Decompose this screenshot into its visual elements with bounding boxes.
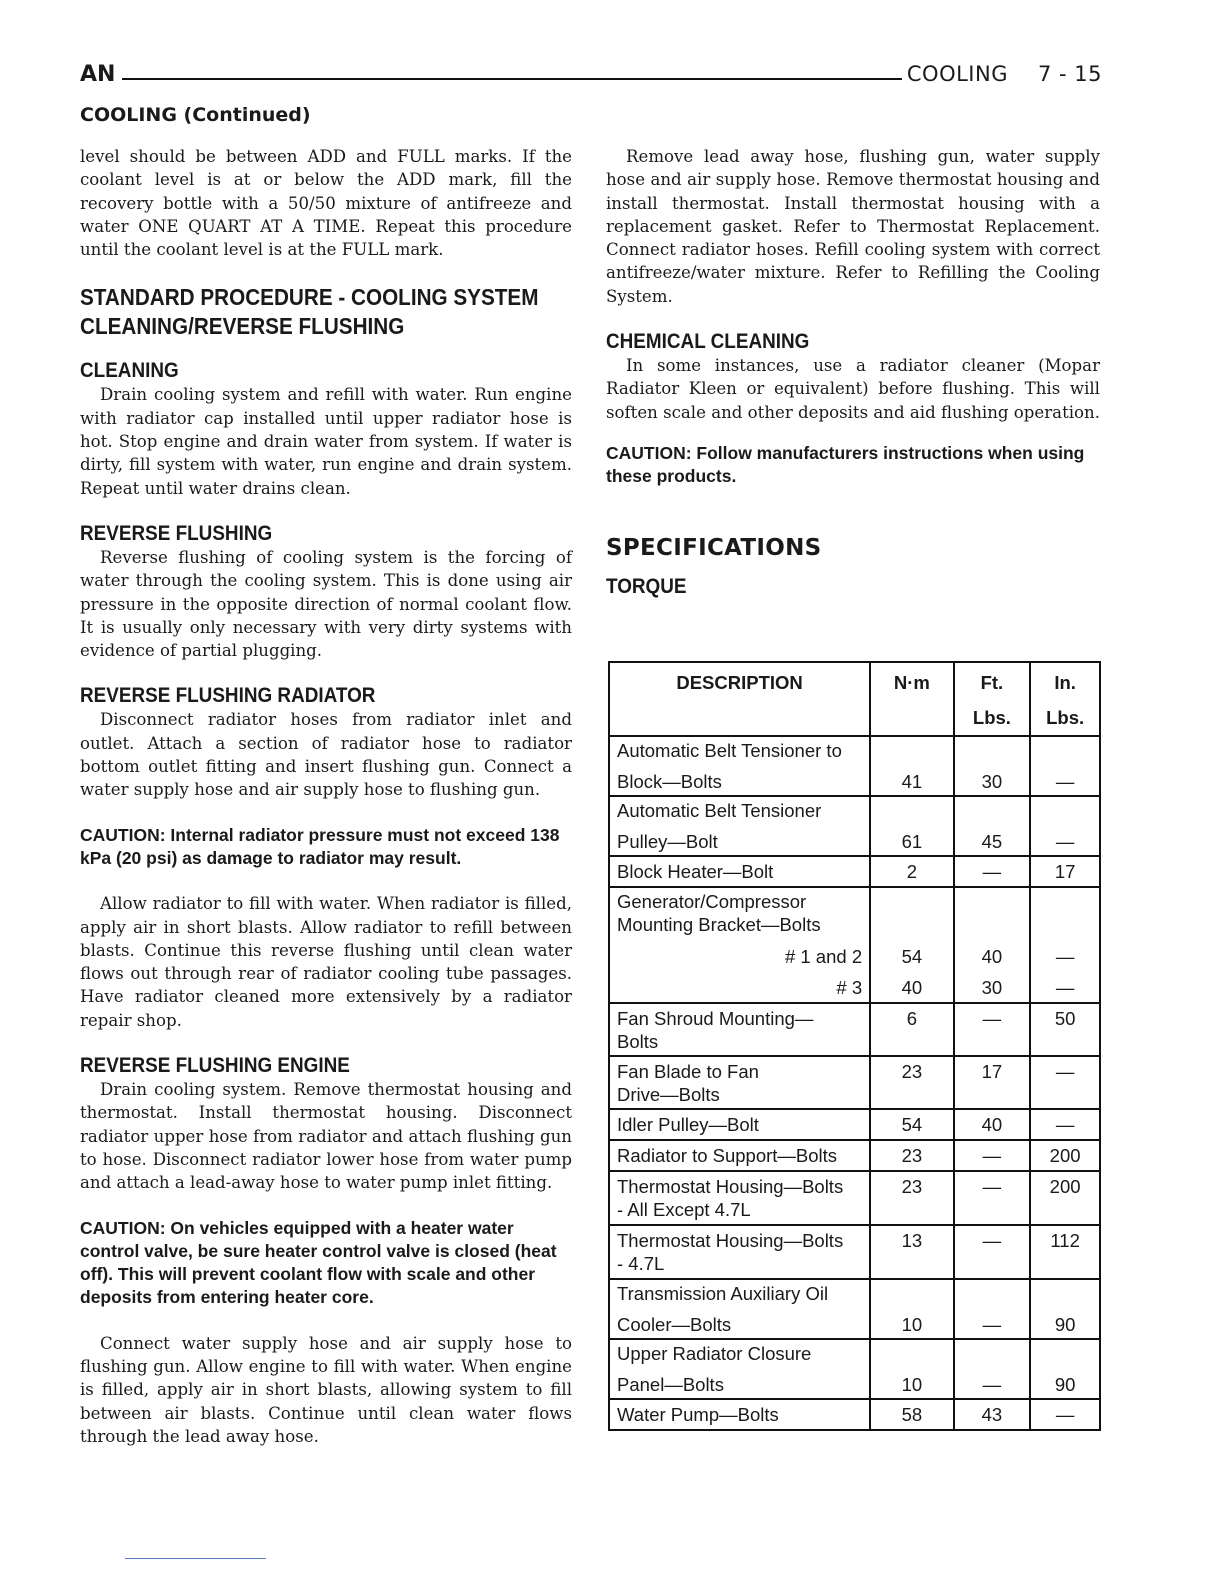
torque-title: TORQUE [606, 574, 687, 598]
table-row [609, 856, 1100, 887]
row-ft-lbs: — [954, 1140, 1031, 1171]
table-row [609, 1399, 1100, 1430]
header-nm: N·m [870, 662, 953, 736]
intro-paragraph: level should be between ADD and FULL marks. If the coolant level is at or below the ADD mark, fill the recovery bottle with a 50/50 mixture of antifreeze and water ONE QUART AT A TIME. Repeat this procedure until the coolant level is at the FULL mark. [80, 147, 572, 260]
row-ft-lbs: 40 [954, 1109, 1031, 1140]
chemical-cleaning-text: In some instances, use a radiator cleaner (Mopar Radiator Kleen or equivalent) before flushing. This will soften scale and other deposits and aid flushing operation. [606, 356, 1100, 422]
row-description [609, 736, 870, 796]
table-row [609, 1279, 1100, 1339]
table-row [609, 796, 1100, 856]
reverse-flushing-radiator-text-2: Allow radiator to fill with water. When radiator is filled, apply air in short blasts. Allow radiator to refill between blasts. Continue this reverse flushing until clean water flows out through rear of radiator cooling tube passages. Have radiator cleaned more extensively by a radiator repair shop. [80, 894, 572, 1030]
row-description-line-2: - All Except 4.7L [617, 1199, 751, 1220]
header-ft-lbs [954, 662, 1031, 736]
row-in-lbs: 50 [1030, 1003, 1100, 1056]
row-description: Radiator to Support—Bolts [609, 1140, 870, 1171]
header-manual-code: AN [80, 62, 116, 87]
sub-2-nm: 40 [901, 977, 923, 998]
sub-item-1-and-2: # 1 and 2 [784, 946, 863, 967]
sub-2-ft: 30 [981, 977, 1003, 998]
row-description [609, 1003, 870, 1056]
row-description [609, 1225, 870, 1279]
header-rule [122, 78, 902, 80]
row-description-line-2: Cooler—Bolts [617, 1314, 732, 1335]
row-description [609, 1056, 870, 1109]
row-description-line-1: Fan Shroud Mounting— [617, 1008, 814, 1029]
specifications-title: SPECIFICATIONS [606, 534, 822, 561]
row-description-line-1: Generator/Compressor [617, 891, 807, 912]
row-description [609, 796, 870, 856]
row-description-line-1: Thermostat Housing—Bolts [617, 1176, 844, 1197]
table-row [609, 1056, 1100, 1109]
reverse-flushing-title: REVERSE FLUSHING [80, 521, 273, 545]
row-description-line-1: Automatic Belt Tensioner [617, 800, 822, 821]
reverse-flushing-engine-title: REVERSE FLUSHING ENGINE [80, 1054, 350, 1078]
reverse-flushing-radiator-title: REVERSE FLUSHING RADIATOR [80, 684, 376, 708]
row-nm: 23 [870, 1140, 953, 1171]
table-row [609, 1003, 1100, 1056]
table-row [609, 1339, 1100, 1399]
table-row [609, 736, 1100, 796]
row-description-line-2: Bolts [617, 1031, 659, 1052]
header-in: In. [1054, 672, 1076, 693]
row-nm: 10 [870, 1339, 953, 1399]
row-in-lbs [1030, 887, 1100, 1003]
table-row [609, 1109, 1100, 1140]
row-nm [870, 887, 953, 1003]
manufacturer-caution: CAUTION: Follow manufacturers instructions when using these products. [606, 442, 1085, 487]
header-in-lbs [1030, 662, 1100, 736]
row-in-lbs: 90 [1030, 1339, 1100, 1399]
row-in-lbs: — [1030, 1399, 1100, 1430]
row-ft-lbs: — [954, 1339, 1031, 1399]
table-row [609, 887, 1100, 1003]
row-description-line-2: Drive—Bolts [617, 1084, 720, 1105]
header-section [907, 62, 1102, 86]
row-nm: 58 [870, 1399, 953, 1430]
row-ft-lbs: — [954, 1003, 1031, 1056]
row-ft-lbs: — [954, 1225, 1031, 1279]
bottom-rule [125, 1558, 266, 1559]
flushing-continued-text: Remove lead away hose, flushing gun, water supply hose and air supply hose. Remove thermostat housing and install thermostat. Install thermostat housing with a replacement gasket. Refer to Thermostat Replacement. Connect radiator hoses. Refill cooling system with correct antifreeze/water mixture. Refer to Refilling the Cooling System. [606, 147, 1100, 306]
row-ft-lbs: 17 [954, 1056, 1031, 1109]
row-in-lbs: 200 [1030, 1171, 1100, 1225]
row-ft-lbs: — [954, 856, 1031, 887]
row-description [609, 1171, 870, 1225]
row-in-lbs: 17 [1030, 856, 1100, 887]
row-nm: 54 [870, 1109, 953, 1140]
cleaning-title: CLEANING [80, 359, 179, 383]
sub-1-in: — [1055, 946, 1075, 967]
row-in-lbs: 200 [1030, 1140, 1100, 1171]
row-description-line-1: Upper Radiator Closure [617, 1343, 812, 1364]
row-nm: 6 [870, 1003, 953, 1056]
table-header-row [609, 662, 1100, 736]
row-description-line-2: Block—Bolts [617, 771, 722, 792]
sub-2-in: — [1055, 977, 1075, 998]
row-ft-lbs: 30 [954, 736, 1031, 796]
row-description-line-2: - 4.7L [617, 1253, 665, 1274]
page-header [80, 62, 1102, 96]
table-row [609, 1225, 1100, 1279]
header-description: DESCRIPTION [609, 662, 870, 736]
row-ft-lbs: 43 [954, 1399, 1031, 1430]
row-nm: 23 [870, 1171, 953, 1225]
torque-table [608, 661, 1101, 1431]
row-ft-lbs: 45 [954, 796, 1031, 856]
page-number: 7 - 15 [1037, 62, 1102, 86]
radiator-pressure-caution: CAUTION: Internal radiator pressure must not exceed 138 kPa (20 psi) as damage to radiator may result. [80, 824, 560, 868]
row-description-line-1: Thermostat Housing—Bolts [617, 1230, 844, 1251]
row-description: Water Pump—Bolts [609, 1399, 870, 1430]
row-in-lbs: — [1030, 1056, 1100, 1109]
row-nm: 61 [870, 796, 953, 856]
standard-procedure-title: STANDARD PROCEDURE - COOLING SYSTEM CLEANING/REVERSE FLUSHING [80, 284, 539, 340]
reverse-flushing-engine-text-2: Connect water supply hose and air supply hose to flushing gun. Allow engine to fill with water. When engine is filled, apply air in short blasts, allowing system to fill between air blasts. Continue until clean water flows through the lead away hose. [80, 1333, 572, 1446]
row-nm: 23 [870, 1056, 953, 1109]
row-description: Block Heater—Bolt [609, 856, 870, 887]
reverse-flushing-radiator-text: Disconnect radiator hoses from radiator inlet and outlet. Attach a section of radiator hose to radiator bottom outlet fitting and insert flushing gun. Connect a water supply hose and air supply hose to flushing gun. [80, 710, 572, 800]
row-nm: 10 [870, 1279, 953, 1339]
cleaning-text: Drain cooling system and refill with water. Run engine with radiator cap installed until upper radiator hose is hot. Stop engine and drain water from system. If water is dirty, fill system with water, run engine and drain system. Repeat until water drains clean. [80, 385, 572, 498]
row-nm: 13 [870, 1225, 953, 1279]
row-nm: 2 [870, 856, 953, 887]
reverse-flushing-text: Reverse flushing of cooling system is the forcing of water through the cooling system. This is done using air pressure in the opposite direction of normal coolant flow. It is usually only necessary with very dirty systems with evidence of partial plugging. [80, 547, 572, 661]
table-row [609, 1171, 1100, 1225]
row-description-line-2: Mounting Bracket—Bolts [617, 914, 821, 935]
table-row [609, 1140, 1100, 1171]
chemical-cleaning-title: CHEMICAL CLEANING [606, 330, 810, 354]
header-ft-lbs-unit: Lbs. [972, 707, 1011, 728]
sub-item-3: # 3 [836, 977, 863, 998]
right-column [606, 145, 1100, 599]
row-description [609, 1339, 870, 1399]
row-in-lbs: — [1030, 796, 1100, 856]
row-in-lbs: 112 [1030, 1225, 1100, 1279]
continued-heading: COOLING (Continued) [80, 104, 311, 126]
left-column [80, 145, 572, 1448]
sub-1-nm: 54 [901, 946, 923, 967]
row-description: Idler Pulley—Bolt [609, 1109, 870, 1140]
row-description [609, 1279, 870, 1339]
row-description-line-1: Fan Blade to Fan [617, 1061, 759, 1082]
row-description [609, 887, 870, 1003]
row-ft-lbs: — [954, 1171, 1031, 1225]
row-in-lbs: — [1030, 736, 1100, 796]
header-in-lbs-unit: Lbs. [1046, 707, 1085, 728]
row-ft-lbs: — [954, 1279, 1031, 1339]
heater-valve-caution: CAUTION: On vehicles equipped with a heater water control valve, be sure heater control valve is closed (heat off). This will prevent coolant flow with scale and other deposits from entering heater core. [80, 1217, 557, 1308]
reverse-flushing-engine-text: Drain cooling system. Remove thermostat housing and thermostat. Install thermostat housing. Disconnect radiator upper hose from radiator and attach flushing gun to hose. Disconnect radiator lower hose from water pump and attach a lead-away hose to water pump inlet fitting. [80, 1080, 572, 1193]
row-nm: 41 [870, 736, 953, 796]
row-description-line-1: Transmission Auxiliary Oil [617, 1283, 829, 1304]
row-description-line-1: Automatic Belt Tensioner to [617, 740, 842, 761]
row-in-lbs: — [1030, 1109, 1100, 1140]
row-ft-lbs [954, 887, 1031, 1003]
row-description-line-2: Pulley—Bolt [617, 831, 718, 852]
row-in-lbs: 90 [1030, 1279, 1100, 1339]
header-ft: Ft. [980, 672, 1004, 693]
header-section-title: COOLING [906, 62, 1008, 86]
row-description-line-2: Panel—Bolts [617, 1374, 724, 1395]
sub-1-ft: 40 [981, 946, 1003, 967]
